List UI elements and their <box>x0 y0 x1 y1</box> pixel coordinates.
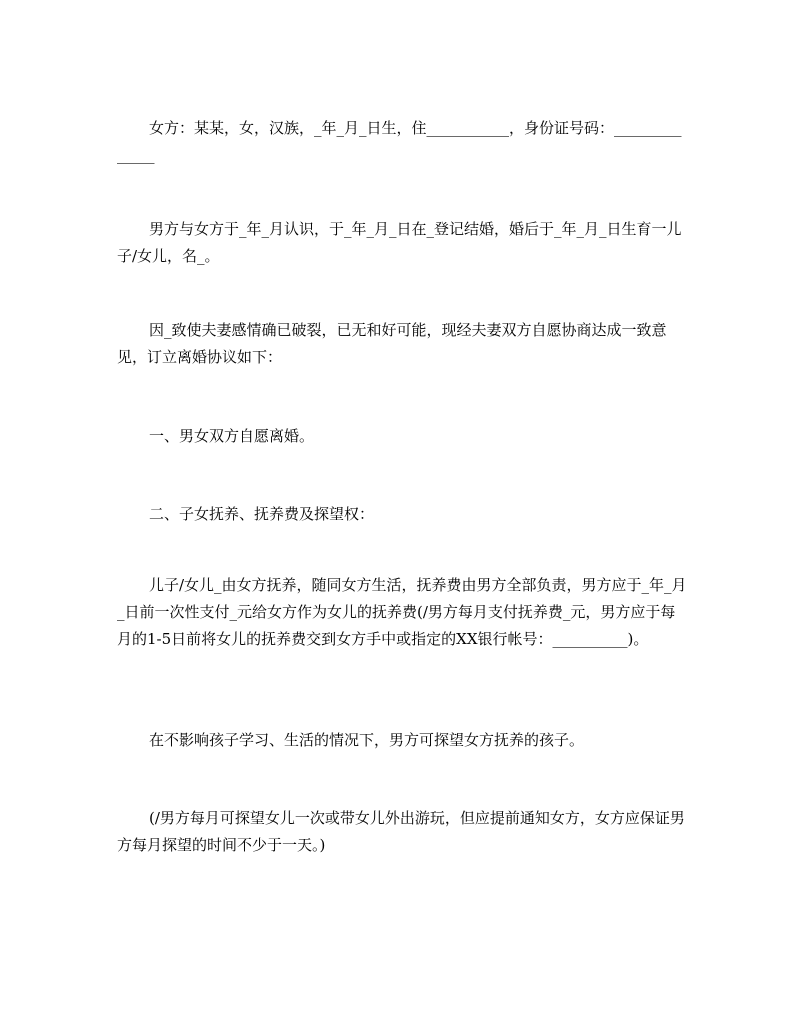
paragraph-child-support: 儿子/女儿_由女方抚养，随同女方生活，抚养费由男方全部负责，男方应于_年_月_日前一次性支付_元给女方作为女儿的抚养费(/男方每月支付抚养费_元，男方应于每月的1-5日前将女儿的抚养费交到女方手中或指定的XX银行帐号：__________)。 <box>117 576 687 648</box>
paragraph-reason: 因_致使夫妻感情确已破裂，已无和好可能，现经夫妻双方自愿协商达成一致意见，订立离婚协议如下： <box>117 321 667 366</box>
paragraph-wife-info: 女方：某某，女，汉族，_年_月_日生，住___________，身份证号码：______________ <box>117 119 682 164</box>
paragraph-marriage-info: 男方与女方于_年_月认识，于_年_月_日在_登记结婚，婚后于_年_月_日生育一儿子/女儿，名_。 <box>117 220 682 265</box>
paragraph-visitation: 在不影响孩子学习、生活的情况下，男方可探望女方抚养的孩子。 <box>149 731 585 749</box>
paragraph-visitation-detail: (/男方每月可探望女儿一次或带女儿外出游玩，但应提前通知女方，女方应保证男方每月探望的时间不少于一天。) <box>117 809 685 854</box>
paragraph-clause-one: 一、男女双方自愿离婚。 <box>149 427 315 445</box>
paragraph-clause-two-heading: 二、子女抚养、抚养费及探望权： <box>149 505 375 523</box>
